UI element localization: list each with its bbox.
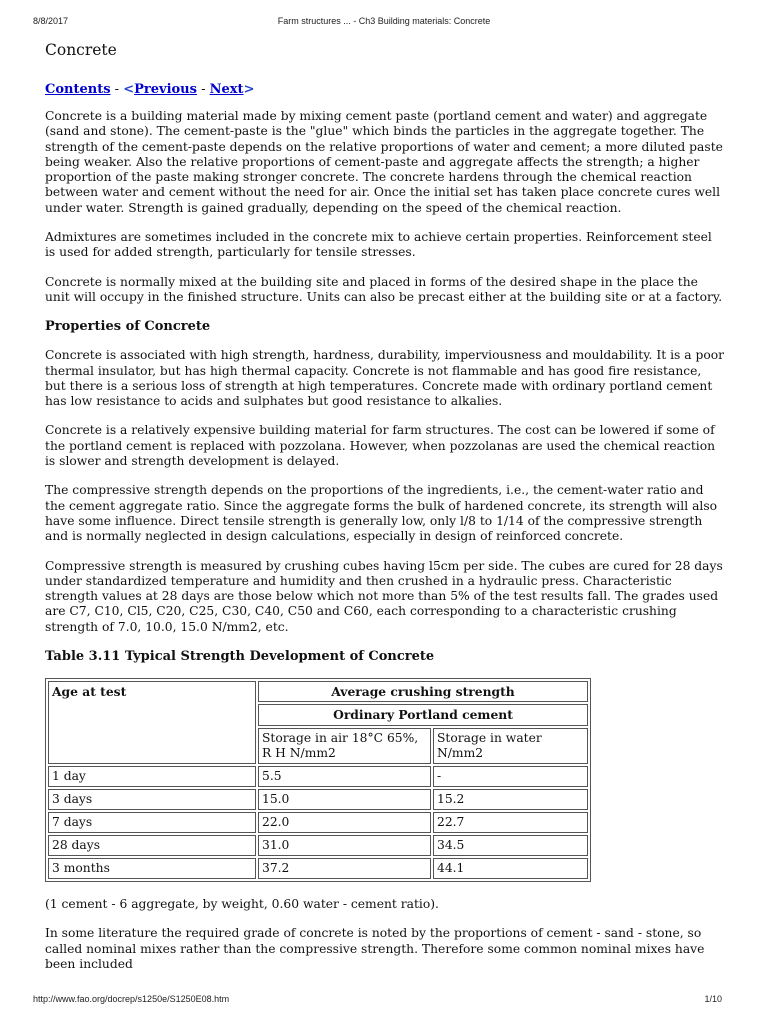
page-title: Concrete [45, 41, 117, 59]
paragraph-mixing: Concrete is normally mixed at the building site and placed in forms of the desired shape in the place the unit will occupy in the finished structure. Units can also be precast either at the building site or at a factory. [45, 274, 723, 304]
paragraph-intro: Concrete is a building material made by mixing cement paste (portland cement and water) and aggregate (sand and stone). The cement-paste is the "glue" which binds the particles in the aggregate together. The strength of the cement-paste depends on the relative proportions of water and cement; a more diluted paste being weaker. Also the relative proportions of cement-paste and aggregate affects the strength; a higher proportion of the paste making stronger concrete. The concrete hardens through the chemical reaction between water and cement without the need for air. Once the initial set has taken place concrete cures well under water. Strength is gained gradually, depending on the speed of the chemical reaction. [45, 109, 723, 215]
next-link[interactable]: Next [209, 82, 244, 97]
table-header-average: Average crushing strength [258, 681, 588, 702]
table-cell-water: 15.2 [433, 789, 588, 810]
table-note: (1 cement - 6 aggregate, by weight, 0.60 water - cement ratio). [45, 897, 439, 912]
page-number: 1/10 [704, 994, 722, 1004]
table-cell-water: - [433, 766, 588, 787]
table-header-age: Age at test [48, 681, 256, 764]
table-cell-water: 22.7 [433, 812, 588, 833]
table-cell-air: 5.5 [258, 766, 431, 787]
table-cell-air: 22.0 [258, 812, 431, 833]
table-caption: Table 3.11 Typical Strength Development of Concrete [45, 649, 435, 665]
table-row [48, 766, 588, 787]
table-row [48, 858, 588, 879]
page-content [45, 40, 725, 986]
paragraph-cost: Concrete is a relatively expensive building material for farm structures. The cost can be lowered if some of the portland cement is replaced with pozzolana. However, when pozzolanas are used the chemical reaction is slower and strength development is delayed. [45, 423, 716, 469]
page-navigation [45, 82, 725, 98]
paragraph-properties: Concrete is associated with high strength, hardness, durability, imperviousness and mouldability. It is a poor thermal insulator, but has high thermal capacity. Concrete is not flammable and has good fire resistance, but there is a serious loss of strength at high temperatures. Concrete made with ordinary portland cement has low resistance to acids and sulphates but good resistance to alkalies. [45, 348, 725, 409]
table-cell-age: 3 months [48, 858, 256, 879]
contents-link[interactable]: Contents [45, 82, 111, 97]
strength-table [45, 678, 591, 882]
paragraph-testing: Compressive strength is measured by crushing cubes having l5cm per side. The cubes are cured for 28 days under standardized temperature and humidity and then crushed in a hydraulic press. Characteristic strength values at 28 days are those below which not more than 5% of the test results fall. The grades used are C7, C10, Cl5, C20, C25, C30, C40, C50 and C60, each corresponding to a characteristic crushing strength of 7.0, 10.0, 15.0 N/mm2, etc. [45, 558, 723, 634]
paragraph-admixtures: Admixtures are sometimes included in the concrete mix to achieve certain properties. Reinforcement steel is used for added strength, particularly for tensile stresses. [45, 230, 712, 260]
table-cell-age: 7 days [48, 812, 256, 833]
properties-heading: Properties of Concrete [45, 319, 211, 335]
nav-separator: - [201, 82, 206, 97]
page-url: http://www.fao.org/docrep/s1250e/S1250E08.htm [33, 994, 230, 1004]
next-arrow-icon: > [243, 82, 255, 97]
table-cell-air: 31.0 [258, 835, 431, 856]
table-cell-age: 3 days [48, 789, 256, 810]
nav-separator: - [114, 82, 120, 97]
table-cell-air: 15.0 [258, 789, 431, 810]
print-date: 8/8/2017 [33, 16, 69, 26]
table-header-air: Storage in air 18°C 65%, R H N/mm2 [258, 728, 431, 764]
print-footer [0, 994, 768, 1008]
paragraph-nominal-mixes: In some literature the required grade of concrete is noted by the proportions of cement - sand - stone, so called nominal mixes rather than the compressive strength. Therefore some common nominal mixes have been included [45, 926, 705, 971]
paragraph-compressive-strength: The compressive strength depends on the proportions of the ingredients, i.e., the cement-water ratio and the cement aggregate ratio. Since the aggregate forms the bulk of hardened concrete, its strength will also have some influence. Direct tensile strength is generally low, only l/8 to 1/14 of the compressive strength and is normally neglected in design calculations, especially in design of reinforced concrete. [45, 483, 718, 544]
table-row [48, 812, 588, 833]
previous-link[interactable]: Previous [134, 82, 197, 97]
table-row [48, 789, 588, 810]
table-cell-age: 28 days [48, 835, 256, 856]
table-cell-air: 37.2 [258, 858, 431, 879]
print-title: Farm structures ... - Ch3 Building materials: Concrete [277, 16, 491, 26]
table-cell-age: 1 day [48, 766, 256, 787]
print-header [0, 16, 768, 30]
table-header-cement: Ordinary Portland cement [258, 704, 588, 725]
previous-arrow-icon: < [123, 82, 135, 97]
table-cell-water: 44.1 [433, 858, 588, 879]
table-header-water: Storage in water N/mm2 [433, 728, 588, 764]
table-row [48, 835, 588, 856]
table-cell-water: 34.5 [433, 835, 588, 856]
